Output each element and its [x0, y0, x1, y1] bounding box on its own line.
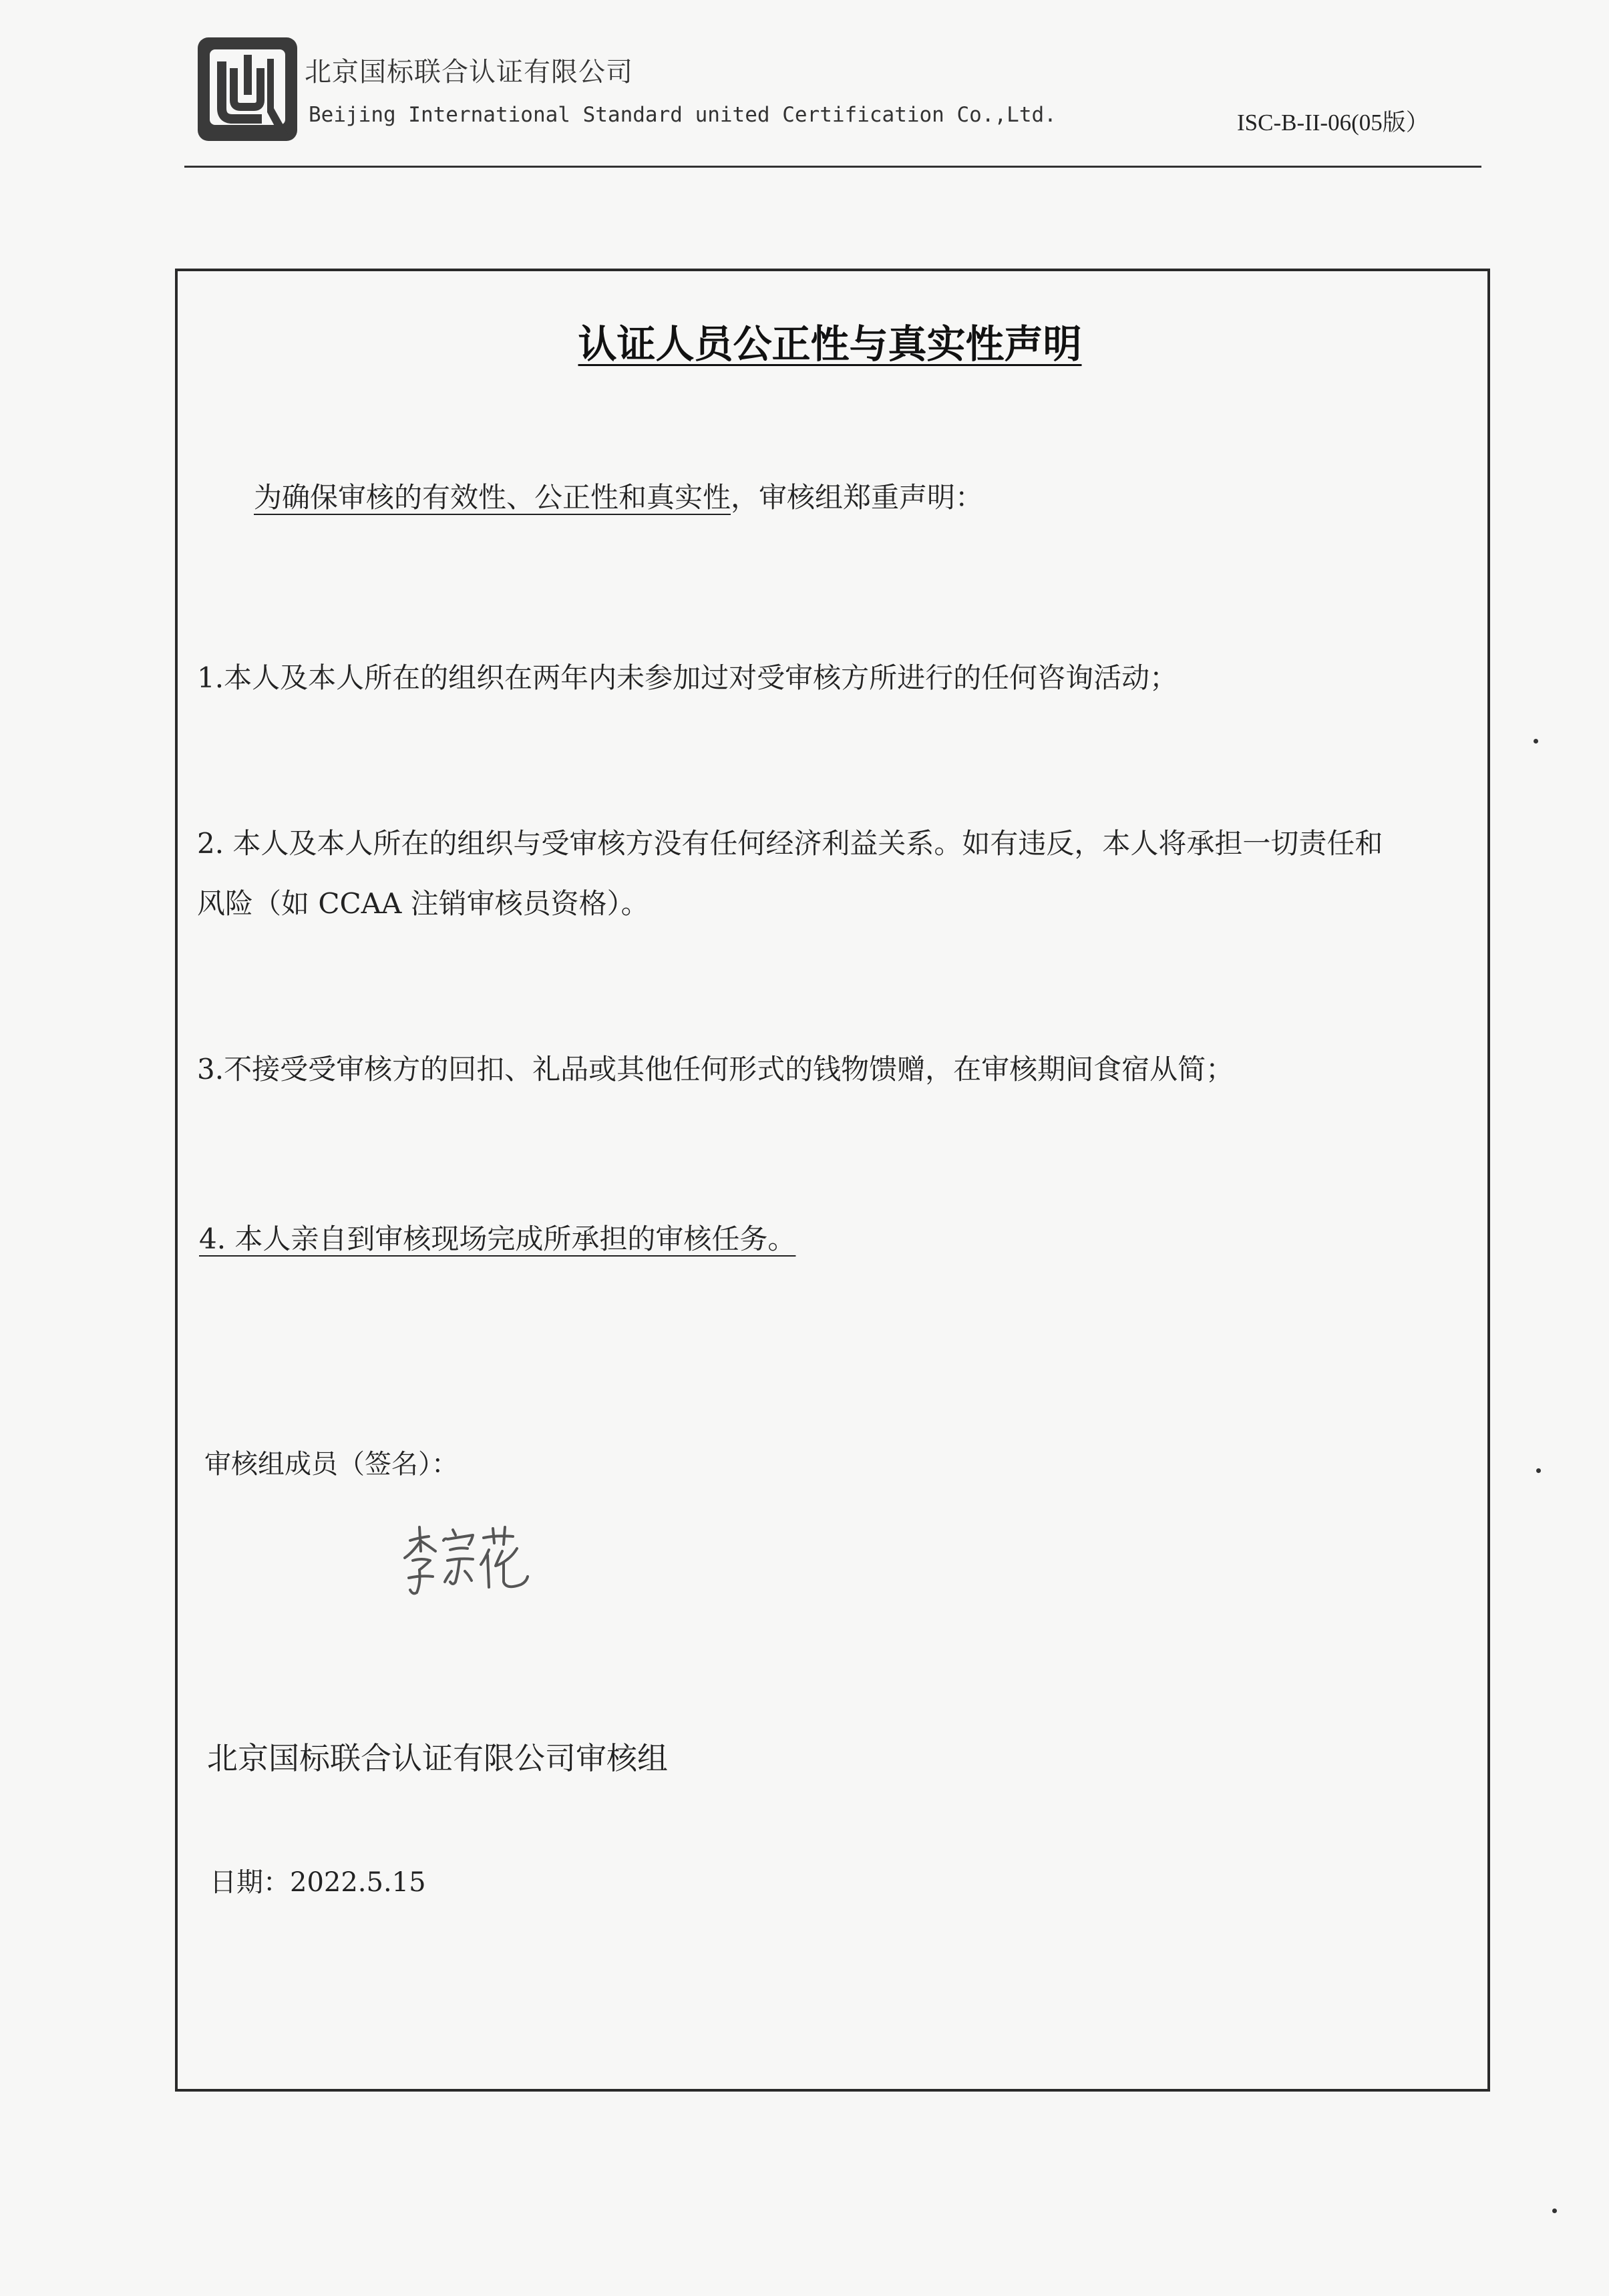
declaration-item-4 [199, 1217, 795, 1257]
document-code: ISC-B-II-06(05版） [1237, 110, 1429, 136]
header-divider [184, 166, 1481, 168]
declaration-item-2-line-2: 风险（如 CCAA 注销审核员资格）。 [197, 887, 649, 920]
declaration-item-3: 3.不接受受审核方的回扣、礼品或其他任何形式的钱物馈赠，在审核期间食宿从简； [197, 1053, 1234, 1086]
company-logo [195, 35, 300, 144]
team-member-signature-label: 审核组成员（签名）： [204, 1449, 458, 1480]
company-name-cn: 北京国标联合认证有限公司 [305, 57, 633, 88]
scan-speck [1536, 1468, 1541, 1473]
handwritten-signature [395, 1518, 536, 1605]
document-title [0, 313, 1609, 369]
intro-paragraph [254, 476, 983, 516]
declaration-date: 日期：2022.5.15 [210, 1867, 426, 1898]
company-name-en: Beijing International Standard united Certification Co.,Ltd. [309, 103, 1057, 127]
scan-speck [1552, 2208, 1557, 2213]
letterhead [0, 0, 1609, 174]
document-title-text: 认证人员公正性与真实性声明 [578, 321, 1082, 367]
scan-speck [1534, 739, 1538, 744]
audit-team-organization: 北京国标联合认证有限公司审核组 [207, 1740, 668, 1776]
intro-rest-text: ，审核组郑重声明： [731, 481, 984, 514]
declaration-item-1: 1.本人及本人所在的组织在两年内未参加过对受审核方所进行的任何咨询活动； [197, 661, 1178, 694]
declaration-item-2-line-1: 2. 本人及本人所在的组织与受审核方没有任何经济利益关系。如有违反，本人将承担一切责任和 [197, 827, 1383, 860]
declaration-frame [175, 269, 1490, 2092]
intro-underlined-text: 为确保审核的有效性、公正性和真实性 [254, 481, 731, 514]
declaration-item-4-text: 4. 本人亲自到审核现场完成所承担的审核任务。 [199, 1222, 796, 1255]
